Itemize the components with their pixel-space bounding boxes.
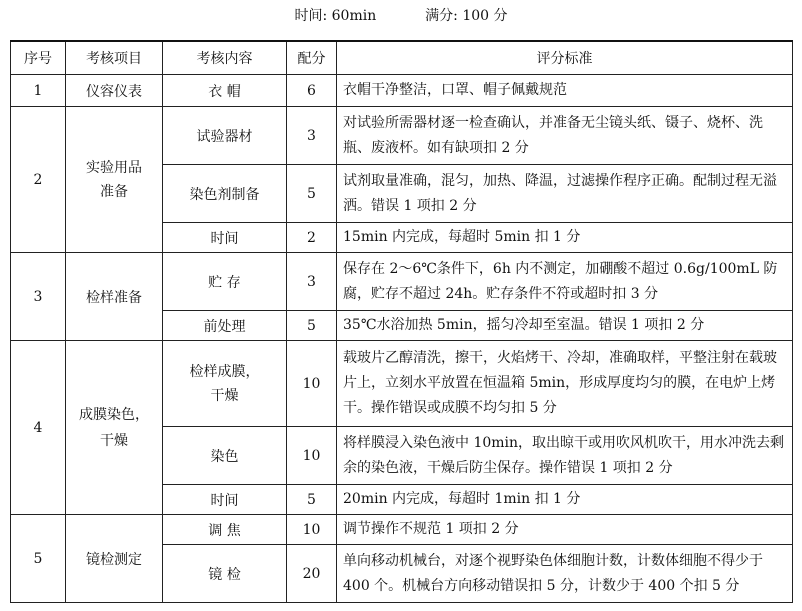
row-score: 20 (287, 545, 337, 603)
row-score: 10 (287, 515, 337, 545)
row-content: 时间 (163, 485, 287, 515)
col-header-criteria: 评分标准 (337, 41, 793, 75)
section-item: 实验用品准备 (66, 107, 163, 253)
row-criteria: 20min 内完成，每超时 1min 扣 1 分 (337, 485, 793, 515)
row-content: 试验器材 (163, 107, 287, 165)
col-header-content: 考核内容 (163, 41, 287, 75)
row-criteria: 单向移动机械台，对逐个视野染色体细胞计数，计数体细胞不得少于 400 个。机械台方向移动错误扣 5 分，计数少于 400 个扣 5 分 (337, 545, 793, 603)
section-no: 5 (11, 515, 66, 603)
row-content: 前处理 (163, 311, 287, 341)
row-content: 检样成膜，干燥 (163, 341, 287, 427)
section-no: 4 (11, 341, 66, 515)
row-score: 3 (287, 253, 337, 311)
row-score: 10 (287, 427, 337, 485)
row-criteria: 15min 内完成，每超时 5min 扣 1 分 (337, 223, 793, 253)
row-score: 5 (287, 485, 337, 515)
exam-header (0, 6, 802, 26)
row-score: 5 (287, 311, 337, 341)
row-score: 2 (287, 223, 337, 253)
row-content: 贮 存 (163, 253, 287, 311)
section-item: 镜检测定 (66, 515, 163, 603)
scoring-table (10, 40, 793, 603)
table-row (11, 253, 793, 311)
section-item: 检样准备 (66, 253, 163, 341)
section-no: 2 (11, 107, 66, 253)
row-score: 10 (287, 341, 337, 427)
row-content: 染色剂制备 (163, 165, 287, 223)
col-header-no: 序号 (11, 41, 66, 75)
section-item: 仪容仪表 (66, 75, 163, 107)
row-content: 镜 检 (163, 545, 287, 603)
section-no: 1 (11, 75, 66, 107)
row-score: 3 (287, 107, 337, 165)
table-row (11, 75, 793, 107)
table-row (11, 107, 793, 165)
row-criteria: 35℃水浴加热 5min，摇匀冷却至室温。错误 1 项扣 2 分 (337, 311, 793, 341)
section-item: 成膜染色，干燥 (66, 341, 163, 515)
row-content: 染色 (163, 427, 287, 485)
row-content: 时间 (163, 223, 287, 253)
row-score: 6 (287, 75, 337, 107)
row-criteria: 试剂取量准确，混匀，加热、降温，过滤操作程序正确。配制过程无溢洒。错误 1 项扣 2 分 (337, 165, 793, 223)
row-content: 调 焦 (163, 515, 287, 545)
col-header-score: 配分 (287, 41, 337, 75)
section-no: 3 (11, 253, 66, 341)
row-score: 5 (287, 165, 337, 223)
table-header-row (11, 41, 793, 75)
time-limit: 时间: 60min (294, 8, 377, 24)
full-score: 满分: 100 分 (425, 8, 508, 24)
row-criteria: 保存在 2～6℃条件下，6h 内不测定，加硼酸不超过 0.6g/100mL 防腐，贮存不超过 24h。贮存条件不符或超时扣 3 分 (337, 253, 793, 311)
table-row (11, 515, 793, 545)
row-criteria: 载玻片乙醇清洗，擦干，火焰烤干、冷却，准确取样，平整注射在载玻片上，立刻水平放置在恒温箱 5min，形成厚度均匀的膜，在电炉上烤干。操作错误或成膜不均匀扣 5 分 (337, 341, 793, 427)
row-content: 衣 帽 (163, 75, 287, 107)
row-criteria: 将样膜浸入染色液中 10min，取出晾干或用吹风机吹干，用水冲洗去剩余的染色液，干燥后防尘保存。操作错误 1 项扣 2 分 (337, 427, 793, 485)
row-criteria: 对试验所需器材逐一检查确认，并准备无尘镜头纸、镊子、烧杯、洗瓶、废液杯。如有缺项扣 2 分 (337, 107, 793, 165)
row-criteria: 衣帽干净整洁，口罩、帽子佩戴规范 (337, 75, 793, 107)
table-row (11, 341, 793, 427)
col-header-item: 考核项目 (66, 41, 163, 75)
row-criteria: 调节操作不规范 1 项扣 2 分 (337, 515, 793, 545)
